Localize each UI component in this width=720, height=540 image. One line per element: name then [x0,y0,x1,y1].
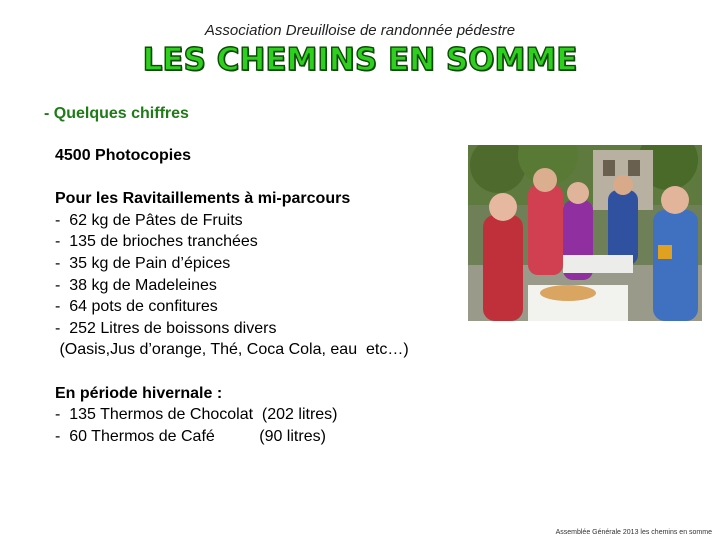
association-name: Association Dreuilloise de randonnée pédestre [204,22,516,39]
ravitaillements-title: Pour les Ravitaillements à mi-parcours [55,190,351,208]
content-body [55,145,475,447]
list-item: - 64 pots de confitures [55,298,218,316]
photocopies-line: 4500 Photocopies [55,147,192,164]
page-title: LES CHEMINS EN SOMME [142,42,578,78]
list-item: - 135 Thermos de Chocolat (202 litres) [55,406,338,424]
boissons-detail: (Oasis,Jus d’orange, Thé, Coca Cola, eau etc…) [55,341,409,359]
list-item: - 135 de brioches tranchées [55,233,258,251]
section-heading: - Quelques chiffres [44,105,189,122]
list-item: - 35 kg de Pain d’épices [55,254,231,272]
hiver-title: En période hivernale : [55,384,223,402]
list-item: - 38 kg de Madeleines [55,276,217,294]
list-item: - 62 kg de Pâtes de Fruits [55,211,243,229]
group-photo [468,145,702,321]
list-item: - 252 Litres de boissons divers [55,319,277,337]
list-item: - 60 Thermos de Café (90 litres) [55,427,326,445]
footer-text: Assemblée Générale 2013 les chemins en somme [555,529,712,536]
